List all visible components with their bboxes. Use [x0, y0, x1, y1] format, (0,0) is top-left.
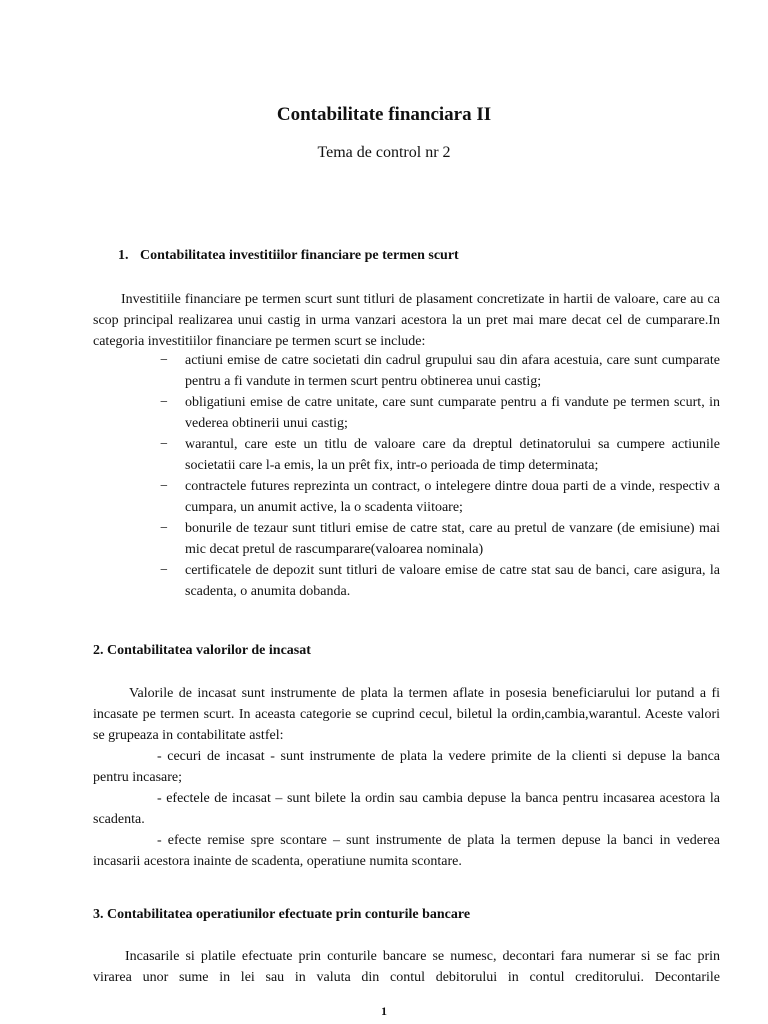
list-item-text: contractele futures reprezinta un contract, o intelegere dintre doua parti de a vinde, respectiv a cumpara, un anumit active, la o scadenta viitoare;: [185, 479, 720, 515]
list-item: [160, 434, 720, 476]
page-number: 1: [381, 1004, 387, 1018]
list-item: [160, 392, 720, 434]
dash-bullet-icon: −: [160, 437, 168, 452]
dash-bullet-icon: −: [160, 479, 168, 494]
dash-bullet-icon: −: [160, 521, 168, 536]
section-2-intro: Valorile de incasat sunt instrumente de plata la termen aflate in posesia beneficiarului lor putand a fi incasate pe termen scurt. In aceasta categorie se cuprind cecul, biletul la ordin,cambia,warantul. Aceste valori se grupeaza in contabilitate astfel:: [93, 686, 720, 743]
dash-bullet-icon: −: [160, 563, 168, 578]
section-3-intro: Incasarile si platile efectuate prin conturile bancare se numesc, decontari fara numerar si se fac prin virarea unor sume in lei sau in valuta din contul debitorului in contul creditorului. Decontarile: [93, 949, 720, 985]
list-item: - cecuri de incasat - sunt instrumente de plata la vedere primite de la clienti si depuse la banca pentru incasare;: [93, 749, 720, 785]
document-title: Contabilitate financiara II: [276, 104, 492, 125]
list-item: [160, 560, 720, 602]
section-2-heading: 2. Contabilitatea valorilor de incasat: [93, 643, 311, 658]
section-1-heading: [118, 247, 459, 265]
list-item: - efectele de incasat – sunt bilete la ordin sau cambia depuse la banca pentru incasarea acestora la scadenta.: [93, 791, 720, 827]
list-item: [160, 476, 720, 518]
list-item: [160, 350, 720, 392]
list-item-text: certificatele de depozit sunt titluri de valoare emise de catre stat sau de banci, care asigura, la scadenta, o anumita dobanda.: [185, 563, 720, 599]
section-1-bullet-list: [160, 350, 720, 602]
list-item: - efecte remise spre scontare – sunt instrumente de plata la termen depuse la banci in vederea incasarii acestora inainte de scadenta, operatiune numita scontare.: [93, 833, 720, 869]
document-subtitle: Tema de control nr 2: [317, 144, 451, 161]
list-item: [160, 518, 720, 560]
dash-bullet-icon: −: [160, 395, 168, 410]
section-1-number: 1.: [118, 248, 129, 263]
list-item-text: bonurile de tezaur sunt titluri emise de catre stat, care au pretul de vanzare (de emisiune) mai mic decat pretul de rascumparare(valoarea nominala): [185, 521, 720, 557]
list-item-text: obligatiuni emise de catre unitate, care sunt cumparate pentru a fi vandute pe termen scurt, in vederea obtinerii unui castig;: [185, 395, 720, 431]
section-2-item-list: [93, 746, 720, 872]
section-3-heading: 3. Contabilitatea operatiunilor efectuate prin conturile bancare: [93, 907, 471, 922]
section-1-title: Contabilitatea investitiilor financiare pe termen scurt: [140, 248, 459, 263]
list-item-text: warantul, care este un titlu de valoare care da dreptul detinatorului sa cumpere actiunile societatii care l-a emis, la un prêt fix, intr-o perioada de timp determinata;: [185, 437, 720, 473]
section-1-intro: Investitiile financiare pe termen scurt sunt titluri de plasament concretizate in hartii de valoare, care au ca scop principal realizarea unui castig in urma vanzari acestora la un pret mai mare decat cel de cumparare.In categoria investitiilor financiare pe termen scurt se include:: [93, 292, 720, 349]
dash-bullet-icon: −: [160, 353, 168, 368]
list-item-text: actiuni emise de catre societati din cadrul grupului sau din afara acestuia, care sunt cumparate pentru a fi vandute in termen scurt pentru obtinerea unui castig;: [185, 353, 720, 389]
